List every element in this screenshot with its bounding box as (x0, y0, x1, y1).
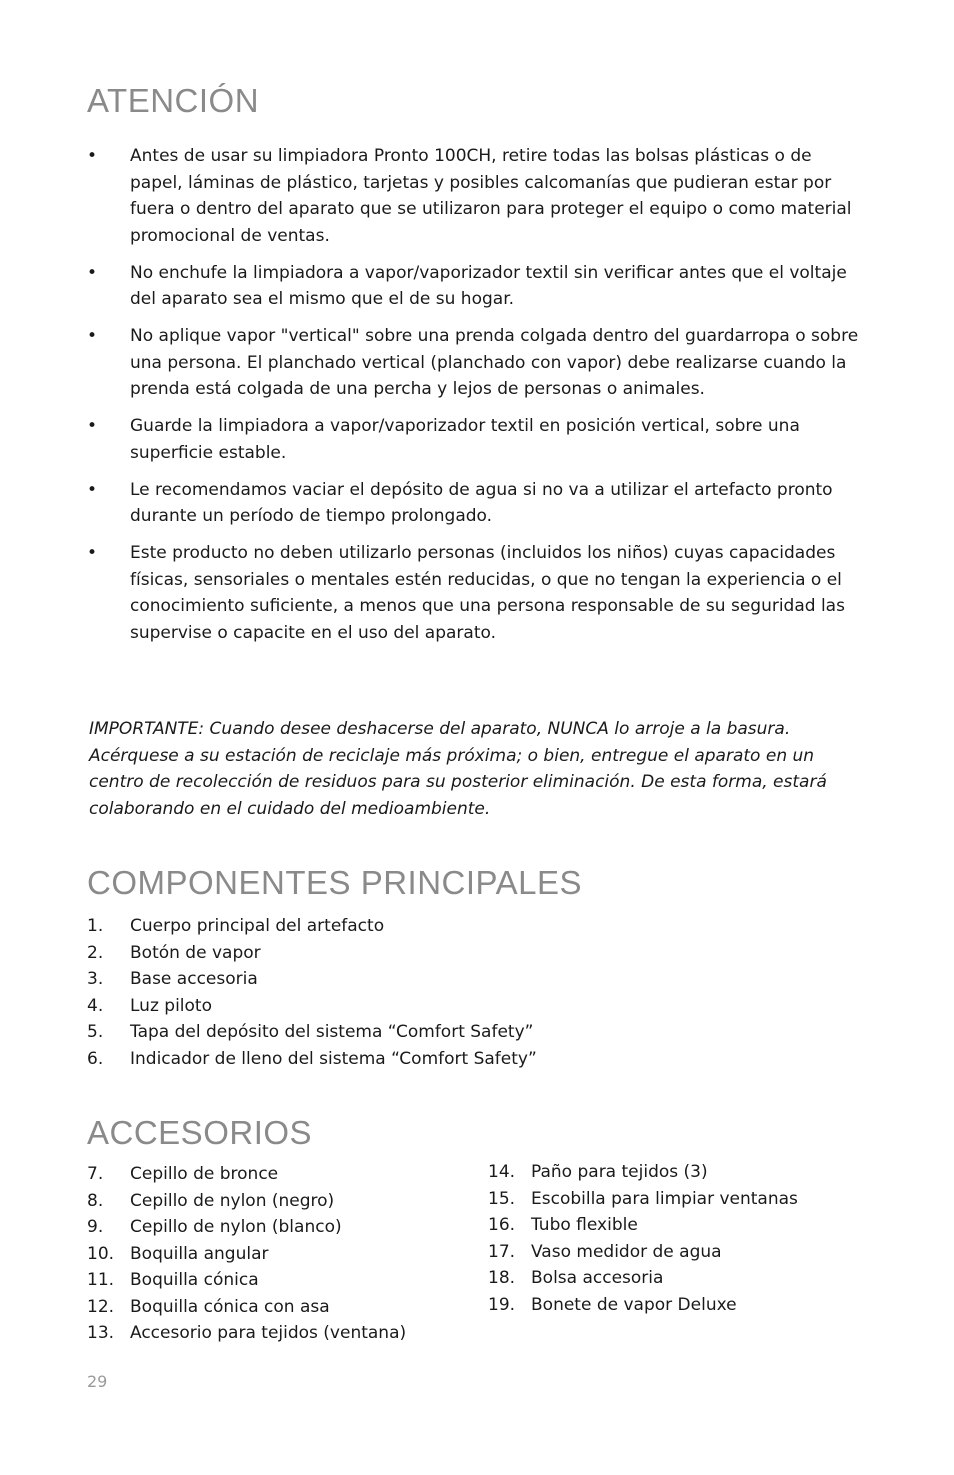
item-text: Boquilla angular (130, 1243, 269, 1264)
attention-item (87, 323, 867, 403)
item-text: Cepillo de nylon (blanco) (130, 1217, 342, 1237)
accessories-heading: ACCESORIOS (87, 1114, 313, 1151)
item-number: 9. (87, 1217, 104, 1237)
list-item (87, 993, 867, 1020)
item-text: Boquilla cónica (130, 1270, 259, 1290)
list-item (87, 913, 867, 940)
item-number: 18. (488, 1268, 516, 1288)
item-text: Tapa del depósito del sistema “Comfort Safety” (130, 1022, 534, 1042)
list-item (87, 1294, 477, 1321)
item-text: Cepillo de bronce (130, 1164, 279, 1184)
attention-item-text: Antes de usar su limpiadora Pronto 100CH, retire todas las bolsas plásticas o de papel, láminas de plástico, tarjetas y posibles calcomanías que pudieran estar por fuera o dentro del aparato que se utilizaron para proteger el equipo o como material promocional de ventas. (130, 146, 852, 246)
attention-item (87, 260, 867, 313)
list-item (87, 1046, 867, 1073)
list-item (87, 1188, 477, 1215)
item-number: 19. (488, 1294, 516, 1315)
item-text: Vaso medidor de agua (531, 1241, 722, 1262)
list-item (488, 1186, 868, 1213)
attention-item-text: No aplique vapor "vertical" sobre una prenda colgada dentro del guardarropa o sobre una persona. El planchado vertical (planchado con vapor) debe realizarse cuando la prenda está colgada de una percha y lejos de personas o animales. (130, 326, 859, 399)
bullet-icon: • (87, 146, 98, 166)
item-number: 7. (87, 1164, 104, 1184)
attention-item-text: No enchufe la limpiadora a vapor/vaporizador textil sin verificar antes que el voltaje del aparato sea el mismo que el de su hogar. (130, 262, 847, 309)
components-list (87, 913, 867, 1072)
list-item (87, 940, 867, 967)
item-text: Paño para tejidos (3) (531, 1162, 708, 1182)
list-item (87, 966, 867, 993)
item-text: Luz piloto (130, 995, 212, 1016)
list-item (87, 1214, 477, 1241)
item-text: Cepillo de nylon (negro) (130, 1190, 335, 1211)
attention-list (87, 143, 867, 657)
list-item (488, 1212, 868, 1239)
item-text: Cuerpo principal del artefacto (130, 916, 385, 936)
attention-item (87, 477, 867, 530)
bullet-icon: • (87, 543, 98, 563)
item-number: 3. (87, 969, 104, 989)
bullet-icon: • (87, 479, 98, 500)
item-number: 14. (488, 1162, 516, 1182)
list-item (87, 1267, 477, 1294)
attention-item-text: Este producto no deben utilizarlo personas (incluidos los niños) cuyas capacidades físicas, sensoriales o mentales estén reducidas, o que no tengan la experiencia o el conocimiento suficiente, a menos que una persona responsable de su seguridad las supervise o capacite en el uso del aparato. (130, 543, 845, 643)
list-item (488, 1265, 868, 1292)
item-text: Accesorio para tejidos (ventana) (130, 1323, 407, 1343)
important-note: IMPORTANTE: Cuando desee deshacerse del aparato, NUNCA lo arroje a la basura. Acérquese a su estación de reciclaje más próxima; o bien, entregue el aparato en un centro de recolección de residuos para su posterior eliminación. De esta forma, estará colaborando en el cuidado del medioambiente. (89, 719, 827, 819)
list-item (87, 1161, 477, 1188)
attention-item-text: Guarde la limpiadora a vapor/vaporizador textil en posición vertical, sobre una superficie estable. (130, 416, 800, 463)
item-number: 1. (87, 916, 104, 936)
item-number: 4. (87, 995, 104, 1016)
bullet-icon: • (87, 262, 98, 283)
page-number: 29 (87, 1372, 108, 1391)
attention-item (87, 540, 867, 646)
item-text: Escobilla para limpiar ventanas (531, 1188, 798, 1209)
item-number: 12. (87, 1296, 115, 1317)
accessories-list-left (87, 1161, 477, 1347)
attention-heading: ATENCIÓN (87, 82, 260, 119)
bullet-icon: • (87, 326, 98, 346)
item-number: 11. (87, 1270, 115, 1290)
attention-item-text: Le recomendamos vaciar el depósito de agua si no va a utilizar el artefacto pronto durante un período de tiempo prolongado. (130, 479, 833, 526)
item-number: 13. (87, 1323, 115, 1343)
list-item (488, 1292, 868, 1319)
item-number: 16. (488, 1215, 516, 1235)
item-text: Boquilla cónica con asa (130, 1296, 330, 1317)
list-item (488, 1239, 868, 1266)
list-item (87, 1241, 477, 1268)
attention-item (87, 413, 867, 466)
item-number: 10. (87, 1243, 115, 1264)
item-number: 5. (87, 1022, 104, 1042)
item-text: Bonete de vapor Deluxe (531, 1294, 737, 1315)
list-item (87, 1320, 477, 1347)
item-text: Indicador de lleno del sistema “Comfort Safety” (130, 1048, 537, 1069)
bullet-icon: • (87, 416, 98, 436)
list-item (488, 1159, 868, 1186)
item-number: 8. (87, 1190, 104, 1211)
item-number: 15. (488, 1188, 516, 1209)
item-text: Bolsa accesoria (531, 1268, 664, 1288)
attention-item (87, 143, 867, 249)
item-number: 6. (87, 1048, 104, 1069)
accessories-list-right (488, 1159, 868, 1318)
item-number: 17. (488, 1241, 516, 1262)
list-item (87, 1019, 867, 1046)
item-text: Base accesoria (130, 969, 258, 989)
item-text: Tubo flexible (531, 1215, 638, 1235)
item-text: Botón de vapor (130, 942, 261, 963)
components-heading: COMPONENTES PRINCIPALES (87, 864, 582, 901)
item-number: 2. (87, 942, 104, 963)
